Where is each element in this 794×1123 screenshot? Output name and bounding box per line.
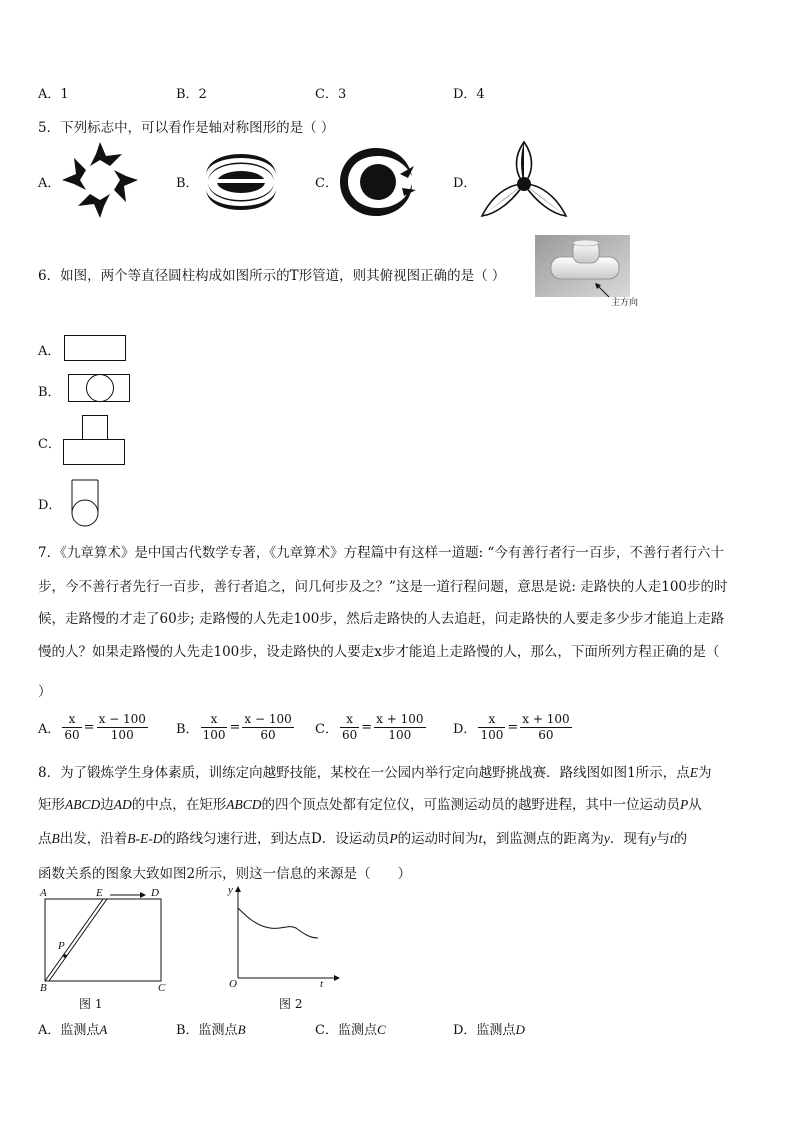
fig1-label-b: B (40, 982, 47, 994)
figure-2-function-graph (222, 886, 342, 990)
q5-stem: 5．下列标志中，可以看作是轴对称图形的是（ ） (38, 120, 335, 136)
fig1-label-p: P (58, 940, 65, 952)
three-petal-triangle-icon (478, 138, 570, 222)
q5-label-d: D． (453, 176, 477, 191)
fig1-label-e: E (96, 887, 103, 899)
q6-option-c-top-square (82, 415, 108, 440)
photo-caption: 主方向 (611, 298, 639, 308)
q7-option-c: C． $\frac{x}{60}$ = $\frac{x + 100}{100}$ (315, 712, 424, 742)
fig2-label-y: y (228, 884, 233, 896)
q6-stem: 6．如图，两个等直径圆柱构成如图所示的T形管道，则其俯视图正确的是（ ） (38, 268, 506, 284)
q5-label-b: B． (176, 176, 199, 191)
q4-option-c: C．3 (315, 87, 347, 102)
q7-line-3: 候，走路慢的才走了60步; 走路慢的人先走100步，然后走路快的人去追赶，问走路快的人要走多少步才能追上走路 (38, 611, 725, 627)
q8-option-b: B．监测点B (176, 1022, 246, 1038)
q8-line-3: 点B出发，沿着B-E-D的路线匀速行进，到达点D．设运动员P的运动时间为t，到监测点的距离为y．现有y与t的 (38, 831, 688, 847)
fig1-caption: 图 1 (79, 997, 103, 1011)
q8-option-c: C．监测点C (315, 1022, 386, 1038)
four-star-pinwheel-icon (60, 140, 140, 220)
fig1-label-a: A (40, 887, 47, 899)
q6-label-d: D． (38, 498, 62, 513)
fig2-caption: 图 2 (279, 997, 303, 1011)
q6-option-a-rectangle (64, 335, 126, 361)
q8-line-4: 函数关系的图象大致如图2所示，则这一信息的来源是（ ） (38, 866, 412, 882)
circle-in-crescent-icon (338, 144, 416, 220)
q4-option-a: A．1 (38, 87, 69, 102)
q5-label-c: C． (315, 176, 338, 191)
q5-label-a: A． (38, 176, 61, 191)
q6-label-b: B． (38, 385, 61, 400)
q8-option-d: D．监测点D (453, 1022, 525, 1038)
figure-1-rectangle-route (36, 886, 176, 998)
q7-line-4: 慢的人？如果走路慢的人先走100步，设走路快的人要走x步才能追上走路慢的人，那么，下面所列方程正确的是（ (38, 644, 720, 660)
q8-option-a: A．监测点A (38, 1022, 108, 1038)
q4-option-b: B．2 (176, 87, 207, 102)
q7-option-b: B． $\frac{x}{100}$ = $\frac{x - 100}{60}$ (176, 712, 292, 742)
q7-line-5: ） (38, 684, 52, 700)
q6-option-b-circle (86, 374, 114, 402)
fig1-label-c: C (158, 982, 166, 994)
fig2-label-t: t (320, 978, 324, 990)
q8-line-1: 8．为了锻炼学生身体素质，训练定向越野技能，某校在一公园内举行定向越野挑战赛．路线图如图1所示，点E为 (38, 765, 712, 781)
fig1-label-d: D (151, 887, 159, 899)
q4-option-d: D．4 (453, 87, 485, 102)
q6-option-c-bottom-rectangle (63, 439, 125, 465)
q7-option-a: A． $\frac{x}{60}$ = $\frac{x - 100}{100}$ (38, 712, 146, 742)
fig2-label-o: O (229, 978, 237, 990)
q8-line-2: 矩形ABCD边AD的中点，在矩形ABCD的四个顶点处都有定位仪，可监测运动员的越野进程，其中一位运动员P从 (38, 797, 702, 813)
q6-label-c: C． (38, 437, 61, 452)
q7-line-1: 7．《九章算术》是中国古代数学专著，《九章算术》方程篇中有这样一道题: “今有善行者行一百步，不善行者行六十 (38, 545, 724, 561)
q6-label-a: A． (38, 344, 61, 359)
q7-option-d: D． $\frac{x}{100}$ = $\frac{x + 100}{60}$ (453, 712, 570, 742)
q6-option-d-shape (70, 478, 100, 528)
ring-with-ellipse-icon (200, 146, 282, 218)
q7-line-2: 步，今不善行者先行一百步，善行者追之，问几何步及之？”这是一道行程问题，意思是说: 走路快的人走100步的时 (38, 579, 728, 595)
